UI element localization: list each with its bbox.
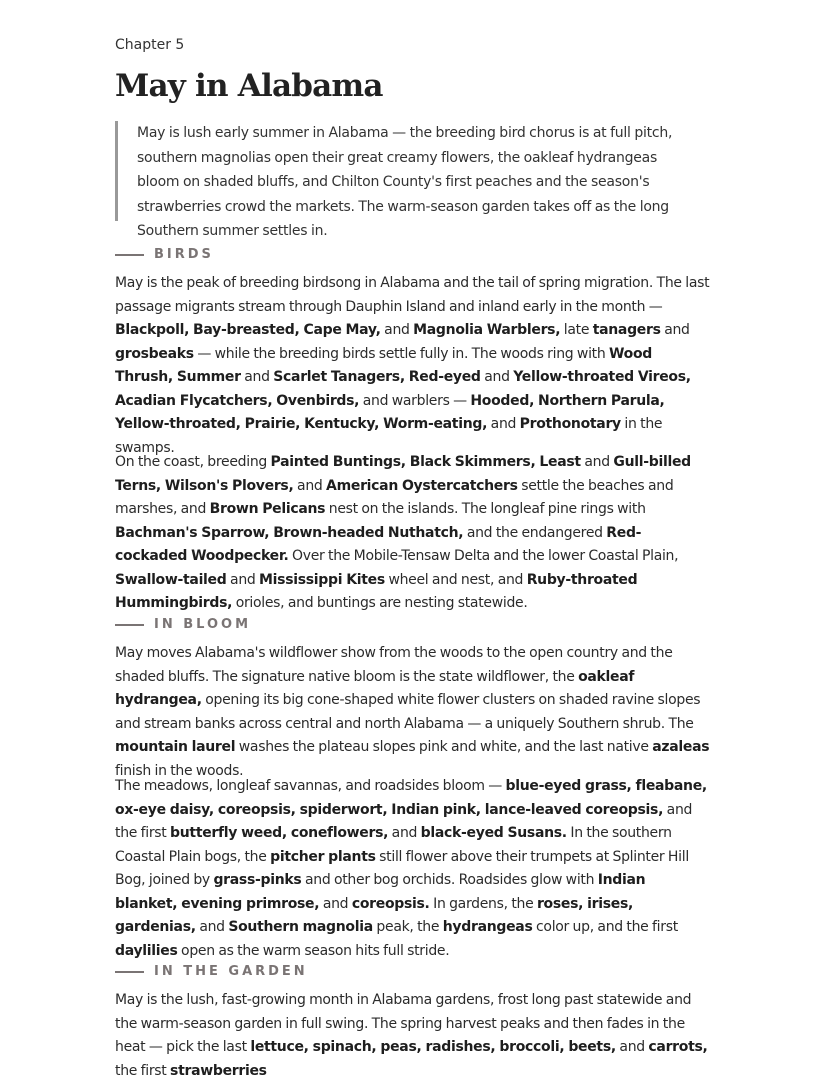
emphasized-term: strawberries [170,1062,267,1079]
chapter-title: May in Alabama [115,68,383,104]
paragraph: May is the lush, fast-growing month in Alabama gardens, frost long past statewide and the warm-season garden in full swing. The spring harvest peaks and then fades in the heat — pick the last lettuce, spinach, peas, radishes, broccoli, beets, and carrots, the first strawberries [115,992,708,1079]
section-heading-bloom [115,617,251,632]
chapter-label: Chapter 5 [115,37,185,53]
emphasized-term: Painted Buntings, Black Skimmers, Least [270,454,581,470]
emphasized-term: Scarlet Tanagers, Red-eyed [273,369,481,385]
paragraph: The meadows, longleaf savannas, and roadsides bloom — blue-eyed grass, fleabane, ox-eye daisy, coreopsis, spiderwort, Indian pink, lance-leaved coreopsis, and the first butterfly weed, coneflowers, and black-eyed Susans. In the southern Coastal Plain bogs, the pitcher plants still flower above their trumpets at Splinter Hill Bog, joined by grass-pinks and other bog orchids. Roadsides glow with Indian blanket, evening primrose, and coreopsis. In gardens, the roses, irises, gardenias, and Southern magnolia peak, the hydrangeas color up, and the first daylilies open as the warm season hits full stride. [115,778,707,959]
emphasized-term: blue-eyed grass, fleabane, ox-eye daisy, coreopsis, spiderwort, Indian pink, lance-leaved coreopsis, [115,778,707,818]
emphasized-term: Bachman's Sparrow, Brown-headed Nuthatch, [115,524,464,541]
emphasized-term: carrots, [648,1039,708,1055]
emphasized-term: daylilies [115,942,178,959]
emphasized-term: azaleas [652,739,710,755]
heading-rule [115,971,144,973]
emphasized-term: Southern magnolia [228,919,373,935]
heading-rule [115,624,144,626]
heading-rule [115,254,144,256]
paragraph: May is the peak of breeding birdsong in Alabama and the tail of spring migration. The last passage migrants stream through Dauphin Island and inland early in the month — Blackpoll, Bay-breasted, Cape May, and Magnolia Warblers, late tanagers and grosbeaks — while the breeding birds settle fully in. The woods ring with Wood Thrush, Summer and Scarlet Tanagers, Red-eyed and Yellow-throated Vireos, Acadian Flycatchers, Ovenbirds, and warblers — Hooded, Northern Parula, Yellow-throated, Prairie, Kentucky, Worm-eating, and Prothonotary in the swamps. [115,275,710,456]
paragraph: On the coast, breeding Painted Buntings, Black Skimmers, Least and Gull-billed Terns, Wilson's Plovers, and American Oystercatchers settle the beaches and marshes, and Brown Pelicans nest on the islands. The longleaf pine rings with Bachman's Sparrow, Brown-headed Nuthatch, and the endangered Red-cockaded Woodpecker. Over the Mobile-Tensaw Delta and the lower Coastal Plain, Swallow-tailed and Mississippi Kites wheel and nest, and Ruby-throated Hummingbirds, orioles, and buntings are nesting statewide. [115,454,691,611]
emphasized-term: Red-cockaded Woodpecker. [115,524,642,564]
emphasized-term: American Oystercatchers [326,477,518,494]
emphasized-term: hydrangeas [442,919,533,935]
emphasized-term: pitcher plants [270,848,376,865]
emphasized-term: Hooded, Northern Parula, Yellow-throated, Prairie, Kentucky, Worm-eating, [115,392,665,432]
emphasized-term: coreopsis. [351,895,430,912]
section-heading-label: BIRDS [154,247,214,262]
emphasized-term: Brown Pelicans [209,501,326,517]
emphasized-term: mountain laurel [115,739,236,755]
emphasized-term: tanagers [592,322,661,338]
emphasized-term: Mississippi Kites [259,571,385,588]
emphasized-term: grass-pinks [213,872,302,888]
emphasized-term: Yellow-throated Vireos, Acadian Flycatchers, Ovenbirds, [115,369,691,409]
intro-text: May is lush early summer in Alabama — the breeding bird chorus is at full pitch, southern magnolias open their great creamy flowers, the oakleaf hydrangeas bloom on shaded bluffs, and Chilton County's first peaches and the season's strawberries crowd the markets. The warm-season garden takes off as the long Southern summer settles in. [137,125,673,239]
emphasized-term: Wood Thrush, Summer [115,345,652,385]
section-heading-label: IN BLOOM [154,617,252,632]
emphasized-term: Gull-billed Terns, Wilson's Plovers, [115,454,691,494]
emphasized-term: butterfly weed, coneflowers, [170,825,389,841]
emphasized-term: black-eyed Susans. [420,825,567,841]
intro-blockquote [115,121,701,239]
emphasized-term: Swallow-tailed [115,571,227,588]
emphasized-term: Blackpoll, Bay-breasted, Cape May, [115,322,381,338]
emphasized-term: oakleaf hydrangea, [115,668,635,708]
emphasized-term: Indian blanket, evening primrose, [115,872,646,912]
section-heading-garden [115,964,308,979]
emphasized-term: Prothonotary [519,416,621,432]
emphasized-term: roses, irises, gardenias, [115,895,634,935]
emphasized-term: Magnolia Warblers, [413,322,561,338]
emphasized-term: lettuce, spinach, peas, radishes, broccoli, beets, [250,1039,616,1055]
section-heading-label: IN THE GARDEN [154,964,308,979]
emphasized-term: grosbeaks [115,345,194,362]
section-heading-birds [115,247,214,262]
paragraph: May moves Alabama's wildflower show from the woods to the open country and the shaded bluffs. The signature native bloom is the state wildflower, the oakleaf hydrangea, opening its big cone-shaped white flower clusters on shaded ravine slopes and stream banks across central and north Alabama — a uniquely Southern shrub. The mountain laurel washes the plateau slopes pink and white, and the last native azaleas finish in the woods. [115,645,710,779]
emphasized-term: Ruby-throated Hummingbirds, [115,571,638,611]
